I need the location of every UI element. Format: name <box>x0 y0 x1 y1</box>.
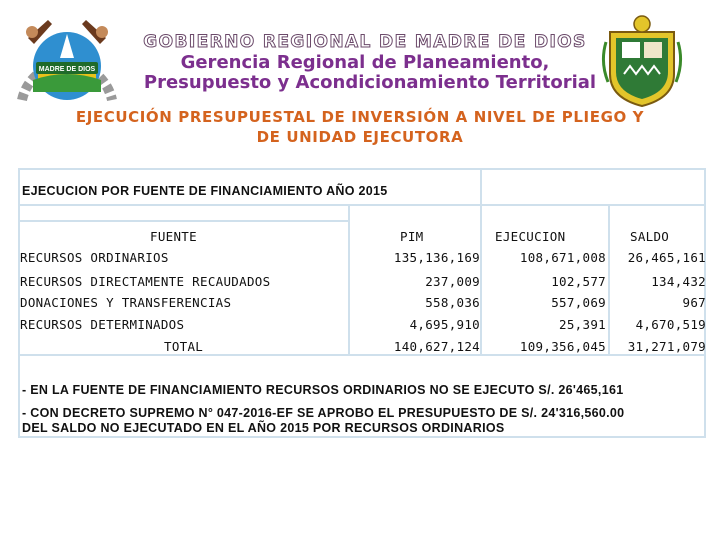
department-name-line2: Presupuesto y Acondicionamiento Territorial <box>143 72 597 93</box>
row-fuente: DONACIONES Y TRANSFERENCIAS <box>20 295 232 310</box>
report-title-line2: DE UNIDAD EJECUTORA <box>256 128 464 146</box>
row-saldo: 967 <box>682 295 706 310</box>
report-title <box>10 107 710 147</box>
total-label: TOTAL <box>164 339 204 354</box>
coat-of-arms-logo <box>600 12 684 108</box>
header-pim: PIM <box>400 229 424 244</box>
row-ejecucion: 108,671,008 <box>519 250 606 265</box>
row-pim: 4,695,910 <box>409 317 480 332</box>
row-saldo: 4,670,519 <box>635 317 706 332</box>
row-fuente: RECURSOS ORDINARIOS <box>20 250 169 265</box>
header-fuente: FUENTE <box>150 229 197 244</box>
total-ejecucion: 109,356,045 <box>519 339 606 354</box>
regional-government-logo <box>8 10 126 106</box>
row-ejecucion: 102,577 <box>551 274 606 289</box>
logo-banner-text: MADRE DE DIOS <box>38 66 96 73</box>
row-ejecucion: 557,069 <box>551 295 606 310</box>
report-title-line1: EJECUCIÓN PRESUPUESTAL DE INVERSIÓN A NIVEL DE PLIEGO Y <box>75 108 645 126</box>
total-pim: 140,627,124 <box>393 339 480 354</box>
row-saldo: 134,432 <box>651 274 706 289</box>
row-saldo: 26,465,161 <box>627 250 706 265</box>
header-ejecucion: EJECUCION <box>495 229 566 244</box>
table-caption: EJECUCION POR FUENTE DE FINANCIAMIENTO AÑO 2015 <box>22 184 388 198</box>
row-pim: 135,136,169 <box>393 250 480 265</box>
header-saldo: SALDO <box>630 229 670 244</box>
row-pim: 237,009 <box>425 274 480 289</box>
total-saldo: 31,271,079 <box>627 339 706 354</box>
department-name-line1: Gerencia Regional de Planeamiento, <box>180 52 550 73</box>
note-unexecuted: - EN LA FUENTE DE FINANCIAMIENTO RECURSOS ORDINARIOS NO SE EJECUTO S/. 26'465,161 <box>22 383 624 397</box>
row-pim: 558,036 <box>425 295 480 310</box>
row-fuente: RECURSOS DETERMINADOS <box>20 317 185 332</box>
note-decree-continued: DEL SALDO NO EJECUTADO EN EL AÑO 2015 POR RECURSOS ORDINARIOS <box>22 421 505 435</box>
note-decree: - CON DECRETO SUPREMO N° 047-2016-EF SE APROBO EL PRESUPUESTO DE S/. 24'316,560.00 <box>22 406 625 420</box>
row-ejecucion: 25,391 <box>559 317 606 332</box>
row-fuente: RECURSOS DIRECTAMENTE RECAUDADOS <box>20 274 271 289</box>
organization-title: GOBIERNO REGIONAL DE MADRE DE DIOS <box>143 32 587 52</box>
